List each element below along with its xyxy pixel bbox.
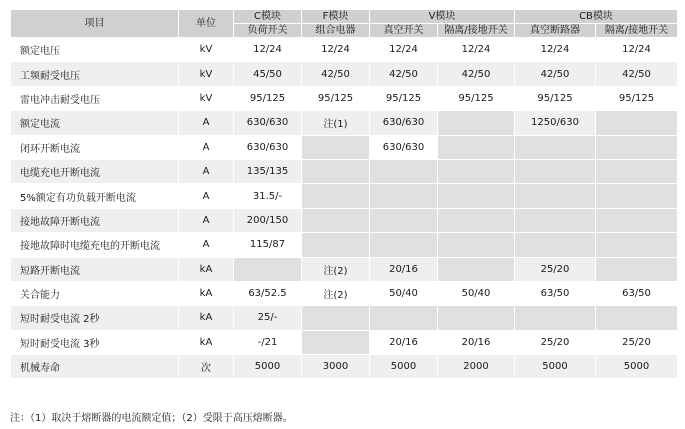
table-cell: 20/16 <box>438 331 514 354</box>
table-cell: 5000 <box>370 355 437 378</box>
table-cell <box>302 160 369 183</box>
table-row <box>11 184 677 207</box>
row-label: 工频耐受电压 <box>11 62 178 85</box>
table-row <box>11 306 677 329</box>
table-cell <box>596 184 677 207</box>
table-cell <box>438 160 514 183</box>
table-cell <box>515 233 595 256</box>
table-row <box>11 258 677 281</box>
table-cell: 5000 <box>234 355 301 378</box>
table-cell: 注(2) <box>302 258 369 281</box>
table-cell <box>370 233 437 256</box>
table-cell: 2000 <box>438 355 514 378</box>
table-body <box>11 38 677 378</box>
header-unit: 单位 <box>179 10 233 37</box>
table-cell: 63/50 <box>515 282 595 305</box>
table-row <box>11 38 677 61</box>
row-label: 额定电压 <box>11 38 178 61</box>
table-cell <box>515 209 595 232</box>
table-cell <box>438 306 514 329</box>
table-cell <box>515 306 595 329</box>
table-cell <box>302 136 369 159</box>
table-cell <box>596 233 677 256</box>
row-label: 接地故障时电缆充电的开断电流 <box>11 233 178 256</box>
table-cell <box>234 258 301 281</box>
table-row <box>11 111 677 134</box>
header-sub: 隔离/接地开关 <box>596 24 677 37</box>
header-sub: 组合电器 <box>302 24 369 37</box>
table-cell: 42/50 <box>370 62 437 85</box>
header-row-groups <box>11 10 677 23</box>
table-cell: 95/125 <box>302 87 369 110</box>
table-cell: 42/50 <box>515 62 595 85</box>
row-label: 短时耐受电流 2秒 <box>11 306 178 329</box>
table-cell <box>438 136 514 159</box>
table-cell: 630/630 <box>370 111 437 134</box>
table-cell: 95/125 <box>515 87 595 110</box>
table-cell: -/21 <box>234 331 301 354</box>
table-cell: 200/150 <box>234 209 301 232</box>
table-cell: 42/50 <box>302 62 369 85</box>
table-cell <box>302 209 369 232</box>
header-group-c: C模块 <box>234 10 301 23</box>
table-cell <box>438 184 514 207</box>
table-cell <box>370 306 437 329</box>
table-cell: 20/16 <box>370 331 437 354</box>
table-cell <box>438 258 514 281</box>
table-cell: 630/630 <box>370 136 437 159</box>
row-label: 机械寿命 <box>11 355 178 378</box>
table-cell <box>438 209 514 232</box>
table-row <box>11 62 677 85</box>
table-cell: 12/24 <box>234 38 301 61</box>
table-cell: 95/125 <box>438 87 514 110</box>
table-cell: 95/125 <box>370 87 437 110</box>
row-label: 关合能力 <box>11 282 178 305</box>
header-sub: 真空断路器 <box>515 24 595 37</box>
row-unit: kA <box>179 331 233 354</box>
table-cell: 50/40 <box>370 282 437 305</box>
table-cell: 42/50 <box>438 62 514 85</box>
row-unit: A <box>179 233 233 256</box>
row-label: 电缆充电开断电流 <box>11 160 178 183</box>
table-cell: 45/50 <box>234 62 301 85</box>
table-cell <box>596 209 677 232</box>
table-row <box>11 355 677 378</box>
header-group-v: V模块 <box>370 10 514 23</box>
row-unit: A <box>179 184 233 207</box>
table-cell: 3000 <box>302 355 369 378</box>
table-cell <box>370 209 437 232</box>
header-sub: 隔离/接地开关 <box>438 24 514 37</box>
row-unit: A <box>179 160 233 183</box>
header-group-cb: CB模块 <box>515 10 677 23</box>
table-cell: 25/20 <box>515 258 595 281</box>
row-label: 雷电冲击耐受电压 <box>11 87 178 110</box>
table-row <box>11 160 677 183</box>
table-cell: 25/20 <box>596 331 677 354</box>
table-row <box>11 331 677 354</box>
table-cell: 12/24 <box>302 38 369 61</box>
header-group-f: F模块 <box>302 10 369 23</box>
table-cell <box>302 306 369 329</box>
table-cell: 95/125 <box>234 87 301 110</box>
row-unit: A <box>179 136 233 159</box>
table-cell <box>596 160 677 183</box>
row-label: 短路开断电流 <box>11 258 178 281</box>
table-cell: 630/630 <box>234 136 301 159</box>
table-cell <box>515 160 595 183</box>
table-cell <box>515 184 595 207</box>
header-sub: 真空开关 <box>370 24 437 37</box>
table-cell: 5000 <box>596 355 677 378</box>
table-cell: 95/125 <box>596 87 677 110</box>
table-cell: 115/87 <box>234 233 301 256</box>
table-cell <box>596 136 677 159</box>
row-unit: 次 <box>179 355 233 378</box>
table-cell: 12/24 <box>515 38 595 61</box>
table-cell: 25/- <box>234 306 301 329</box>
row-label: 闭环开断电流 <box>11 136 178 159</box>
row-unit: kA <box>179 306 233 329</box>
table-cell: 50/40 <box>438 282 514 305</box>
row-label: 短时耐受电流 3秒 <box>11 331 178 354</box>
table-row <box>11 209 677 232</box>
table-cell: 31.5/- <box>234 184 301 207</box>
table-cell: 5000 <box>515 355 595 378</box>
table-row <box>11 136 677 159</box>
table-cell <box>596 258 677 281</box>
table-cell: 63/52.5 <box>234 282 301 305</box>
row-unit: A <box>179 209 233 232</box>
row-unit: kV <box>179 62 233 85</box>
table-cell <box>370 160 437 183</box>
table-row <box>11 87 677 110</box>
table-cell: 42/50 <box>596 62 677 85</box>
row-label: 接地故障开断电流 <box>11 209 178 232</box>
row-unit: kV <box>179 38 233 61</box>
table-cell: 注(1) <box>302 111 369 134</box>
table-cell: 630/630 <box>234 111 301 134</box>
row-label: 5%额定有功负载开断电流 <box>11 184 178 207</box>
table-cell <box>438 233 514 256</box>
table-cell: 12/24 <box>370 38 437 61</box>
table-cell: 63/50 <box>596 282 677 305</box>
header-sub: 负荷开关 <box>234 24 301 37</box>
table-row <box>11 233 677 256</box>
table-cell: 1250/630 <box>515 111 595 134</box>
table-cell: 135/135 <box>234 160 301 183</box>
table-cell <box>596 306 677 329</box>
table-cell <box>438 111 514 134</box>
row-unit: kA <box>179 282 233 305</box>
table-cell <box>515 136 595 159</box>
header-item: 项目 <box>11 10 178 37</box>
table-cell <box>370 184 437 207</box>
row-unit: A <box>179 111 233 134</box>
table-cell: 12/24 <box>596 38 677 61</box>
spec-table <box>10 9 678 379</box>
row-unit: kA <box>179 258 233 281</box>
table-cell <box>302 331 369 354</box>
table-cell: 25/20 <box>515 331 595 354</box>
spec-table-container <box>10 9 675 379</box>
table-cell <box>596 111 677 134</box>
table-cell <box>302 233 369 256</box>
table-cell <box>302 184 369 207</box>
table-cell: 20/16 <box>370 258 437 281</box>
row-unit: kV <box>179 87 233 110</box>
table-row <box>11 282 677 305</box>
footnote: 注：（1）取决于熔断器的电流额定值；（2）受限于高压熔断器。 <box>10 413 293 424</box>
table-cell: 注(2) <box>302 282 369 305</box>
table-cell: 12/24 <box>438 38 514 61</box>
row-label: 额定电流 <box>11 111 178 134</box>
